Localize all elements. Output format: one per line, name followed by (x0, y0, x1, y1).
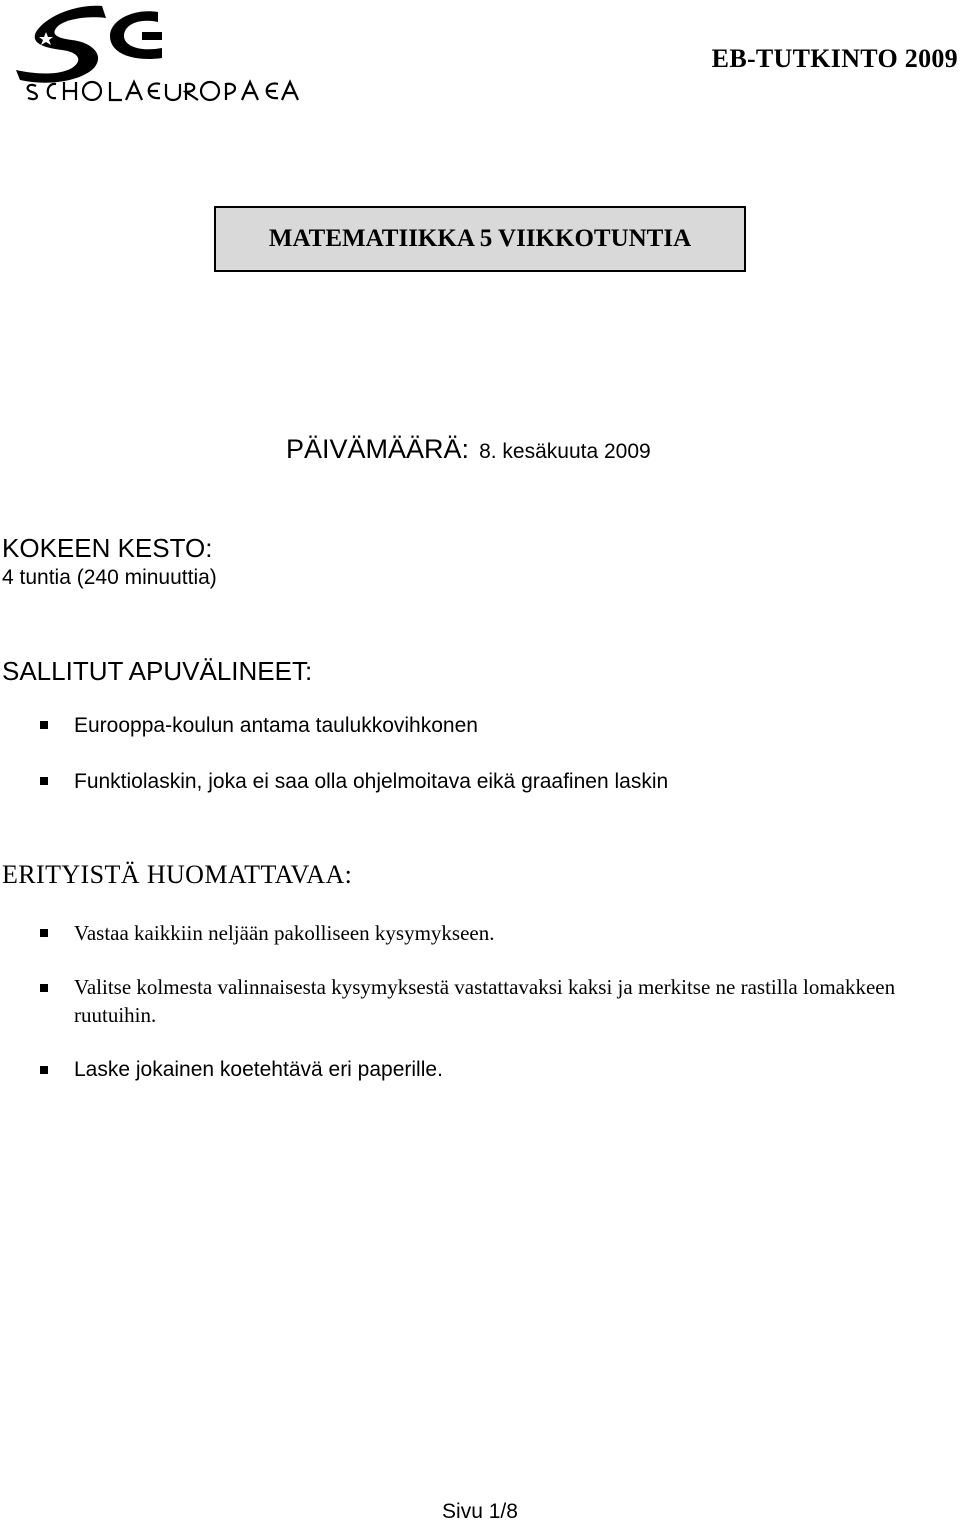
page-number: Sivu 1/8 (442, 1500, 518, 1523)
exam-date (286, 434, 651, 465)
date-value: 8. kesäkuuta 2009 (479, 440, 651, 463)
date-label: PÄIVÄMÄÄRÄ: (286, 434, 470, 464)
list-item-text: Eurooppa-koulun antama taulukkovihkonen (74, 714, 478, 737)
bullet-icon (40, 929, 48, 937)
allowed-tools-heading: SALLITUT APUVÄLINEET: (2, 656, 313, 686)
schola-europaea-logo (6, 2, 302, 102)
list-item-text: Funktiolaskin, joka ei saa olla ohjelmoitava eikä graafinen laskin (74, 770, 669, 793)
bullet-icon (40, 984, 48, 992)
duration-heading: KOKEEN KESTO: (2, 533, 213, 563)
subject-title: MATEMATIIKKA 5 VIIKKOTUNTIA (268, 225, 692, 252)
bullet-icon (40, 777, 48, 785)
notes-heading: ERITYISTÄ HUOMATTAVAA: (2, 860, 353, 889)
list-item-text: Vastaa kaikkiin neljään pakolliseen kysymykseen. (74, 921, 495, 945)
list-item (0, 973, 960, 1033)
bullet-icon (40, 1066, 48, 1074)
list-item (0, 1055, 960, 1089)
list-item-text: Laske jokainen koetehtävä eri paperille. (74, 1058, 443, 1081)
list-item (0, 710, 960, 744)
duration-value: 4 tuntia (240 minuuttia) (2, 566, 217, 589)
list-item-text: Valitse kolmesta valinnaisesta kysymyksestä vastattavaksi kaksi ja merkitse ne rastilla lomakkeen ruutuihin. (74, 975, 896, 1027)
bullet-icon (40, 721, 48, 729)
subject-title-box (214, 206, 746, 272)
list-item (0, 766, 960, 800)
list-item (0, 918, 960, 952)
exam-title: EB-TUTKINTO 2009 (711, 44, 958, 73)
